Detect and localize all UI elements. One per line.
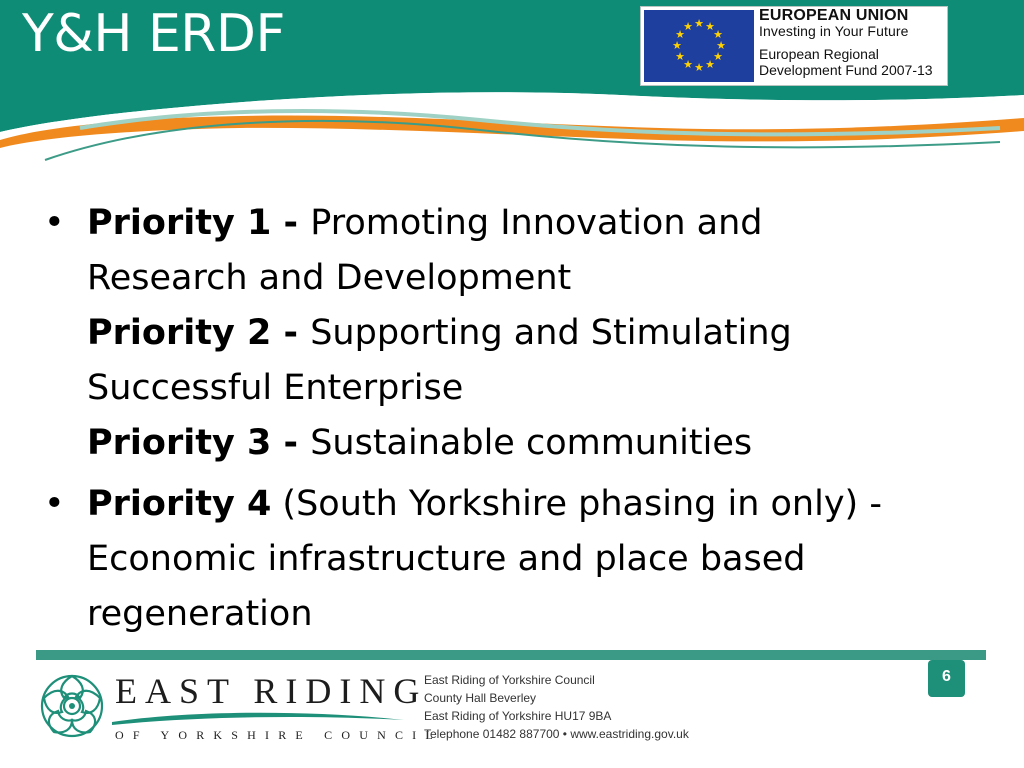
- priority-3-text-a: Sustainable communities: [310, 423, 753, 463]
- address-line-2: County Hall Beverley: [424, 691, 537, 705]
- bullet-marker: •: [44, 203, 65, 243]
- priority-4-line-1: [87, 477, 984, 532]
- bullet-marker: •: [44, 484, 65, 524]
- priority-2-text-a: Supporting and Stimulating: [310, 313, 792, 353]
- priority-2-text-b: Successful Enterprise: [87, 368, 464, 408]
- svg-text:★: ★: [672, 39, 682, 52]
- eu-flag-icon: [644, 10, 754, 82]
- eu-logo: [640, 6, 948, 86]
- svg-text:★: ★: [694, 17, 704, 30]
- eu-line-4: Development Fund 2007-13: [759, 62, 933, 78]
- eu-line-2: Investing in Your Future: [759, 23, 909, 39]
- bullet-list: [44, 196, 984, 642]
- priority-4-text-c: regeneration: [87, 594, 313, 634]
- footer-divider: [36, 650, 986, 660]
- priority-4-text-b: Economic infrastructure and place based: [87, 539, 806, 579]
- header-banner: [0, 0, 1024, 165]
- priority-1-text-a: Promoting Innovation and: [310, 203, 763, 243]
- svg-text:★: ★: [713, 28, 723, 41]
- priority-2-label: Priority 2 -: [87, 313, 311, 353]
- priority-4-label: Priority 4: [87, 484, 272, 524]
- priority-4-text-a: (South Yorkshire phasing in only) -: [271, 484, 882, 524]
- priority-2-line-1: [87, 306, 984, 361]
- svg-text:★: ★: [675, 50, 685, 63]
- org-logo-swoosh: [112, 712, 404, 726]
- priority-3-line-1: [87, 416, 984, 471]
- priority-1-text-b: Research and Development: [87, 258, 572, 298]
- svg-text:★: ★: [716, 39, 726, 52]
- svg-text:★: ★: [694, 61, 704, 74]
- bullet-item-2: [44, 477, 984, 642]
- svg-text:★: ★: [683, 58, 693, 71]
- contact-address: [424, 671, 689, 743]
- priority-1-label: Priority 1 -: [87, 203, 311, 243]
- yorkshire-rose-icon: [38, 672, 106, 745]
- address-line-3: East Riding of Yorkshire HU17 9BA: [424, 709, 612, 723]
- address-line-1: East Riding of Yorkshire Council: [424, 673, 595, 687]
- page-number-badge: 6: [928, 660, 965, 697]
- slide-title: Y&H ERDF: [22, 4, 285, 64]
- svg-text:★: ★: [713, 50, 723, 63]
- org-subtitle: OF YORKSHIRE COUNCIL: [115, 728, 442, 742]
- address-line-4: Telephone 01482 887700 • www.eastriding.gov.uk: [424, 727, 689, 741]
- svg-text:★: ★: [675, 28, 685, 41]
- bullet-item-1: [44, 196, 984, 471]
- svg-text:★: ★: [705, 58, 715, 71]
- svg-text:★: ★: [705, 20, 715, 33]
- priority-1-line-1: [87, 196, 984, 251]
- eu-line-1: EUROPEAN UNION: [759, 7, 909, 24]
- org-name: EAST RIDING: [115, 671, 428, 711]
- priority-3-label: Priority 3 -: [87, 423, 311, 463]
- eu-logo-text: [759, 8, 933, 78]
- svg-text:★: ★: [683, 20, 693, 33]
- eu-line-3: European Regional: [759, 46, 879, 62]
